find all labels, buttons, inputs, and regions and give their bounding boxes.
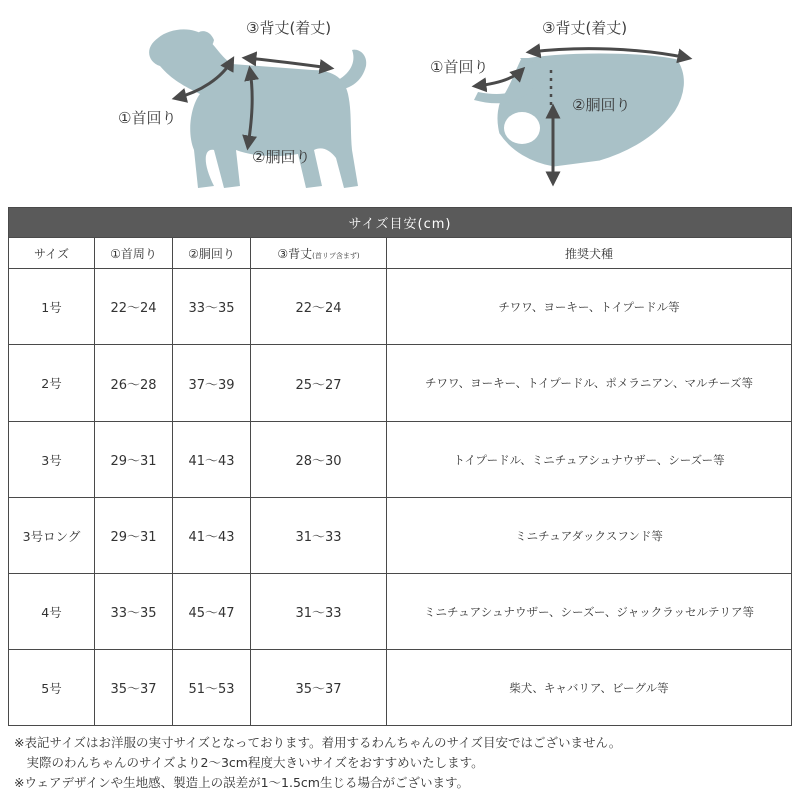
cell-size: 3号 <box>9 422 95 498</box>
header-size: サイズ <box>9 238 95 269</box>
cell-neck: 26～28 <box>95 345 173 422</box>
garment-chest-label: ②胴回り <box>572 96 631 114</box>
footnote-line: ※表記サイズはお洋服の実寸サイズとなっております。着用するわんちゃんのサイズ目安ではございません。 <box>14 735 622 750</box>
cell-chest: 37～39 <box>173 345 251 422</box>
table-title: サイズ目安(cm) <box>9 208 792 238</box>
header-chest: ②胴回り <box>173 238 251 269</box>
dog-back-label: ③背丈(着丈) <box>246 19 332 37</box>
garment-neck-label: ①首回り <box>430 58 489 76</box>
cell-chest: 51～53 <box>173 650 251 726</box>
cell-breeds: トイプードル、ミニチュアシュナウザー、シーズー等 <box>387 422 792 498</box>
cell-breeds: ミニチュアシュナウザー、シーズー、ジャックラッセルテリア等 <box>387 574 792 650</box>
cell-back: 35～37 <box>251 650 387 726</box>
cell-breeds: ミニチュアダックスフンド等 <box>387 498 792 574</box>
cell-chest: 41～43 <box>173 498 251 574</box>
table-row <box>9 574 792 650</box>
dog-chest-label: ②胴回り <box>252 148 311 166</box>
cell-back: 28～30 <box>251 422 387 498</box>
footnote-line: 実際のわんちゃんのサイズより2～3cm程度大きいサイズをおすすめいたします。 <box>14 755 484 770</box>
cell-neck: 29～31 <box>95 422 173 498</box>
header-back-note: (首リブ含まず) <box>312 251 360 260</box>
header-back-label: ③背丈 <box>277 246 313 261</box>
header-breeds: 推奨犬種 <box>387 238 792 269</box>
table-row <box>9 345 792 422</box>
cell-neck: 22～24 <box>95 269 173 345</box>
cell-back: 31～33 <box>251 498 387 574</box>
cell-chest: 41～43 <box>173 422 251 498</box>
cell-neck: 33～35 <box>95 574 173 650</box>
cell-breeds: チワワ、ヨーキー、トイプードル、ポメラニアン、マルチーズ等 <box>387 345 792 422</box>
header-back <box>251 238 387 269</box>
cell-size: 3号ロング <box>9 498 95 574</box>
table-row <box>9 650 792 726</box>
cell-breeds: チワワ、ヨーキー、トイプードル等 <box>387 269 792 345</box>
table-row <box>9 498 792 574</box>
table-row <box>9 269 792 345</box>
cell-size: 2号 <box>9 345 95 422</box>
size-chart-table <box>8 207 792 726</box>
cell-neck: 35～37 <box>95 650 173 726</box>
measurement-illustration <box>0 0 800 205</box>
table-row <box>9 422 792 498</box>
footnote-line: ※ウェアデザインや生地感、製造上の誤差が1～1.5cm生じる場合がございます。 <box>14 775 469 790</box>
header-neck: ①首周り <box>95 238 173 269</box>
cell-chest: 45～47 <box>173 574 251 650</box>
table-header-row <box>9 238 792 269</box>
cell-size: 4号 <box>9 574 95 650</box>
cell-back: 25～27 <box>251 345 387 422</box>
footnotes <box>14 733 794 793</box>
cell-size: 1号 <box>9 269 95 345</box>
cell-breeds: 柴犬、キャバリア、ビーグル等 <box>387 650 792 726</box>
garment-back-label: ③背丈(着丈) <box>542 19 628 37</box>
cell-size: 5号 <box>9 650 95 726</box>
cell-neck: 29～31 <box>95 498 173 574</box>
cell-back: 22～24 <box>251 269 387 345</box>
dog-neck-label: ①首回り <box>118 109 177 127</box>
cell-chest: 33～35 <box>173 269 251 345</box>
cell-back: 31～33 <box>251 574 387 650</box>
